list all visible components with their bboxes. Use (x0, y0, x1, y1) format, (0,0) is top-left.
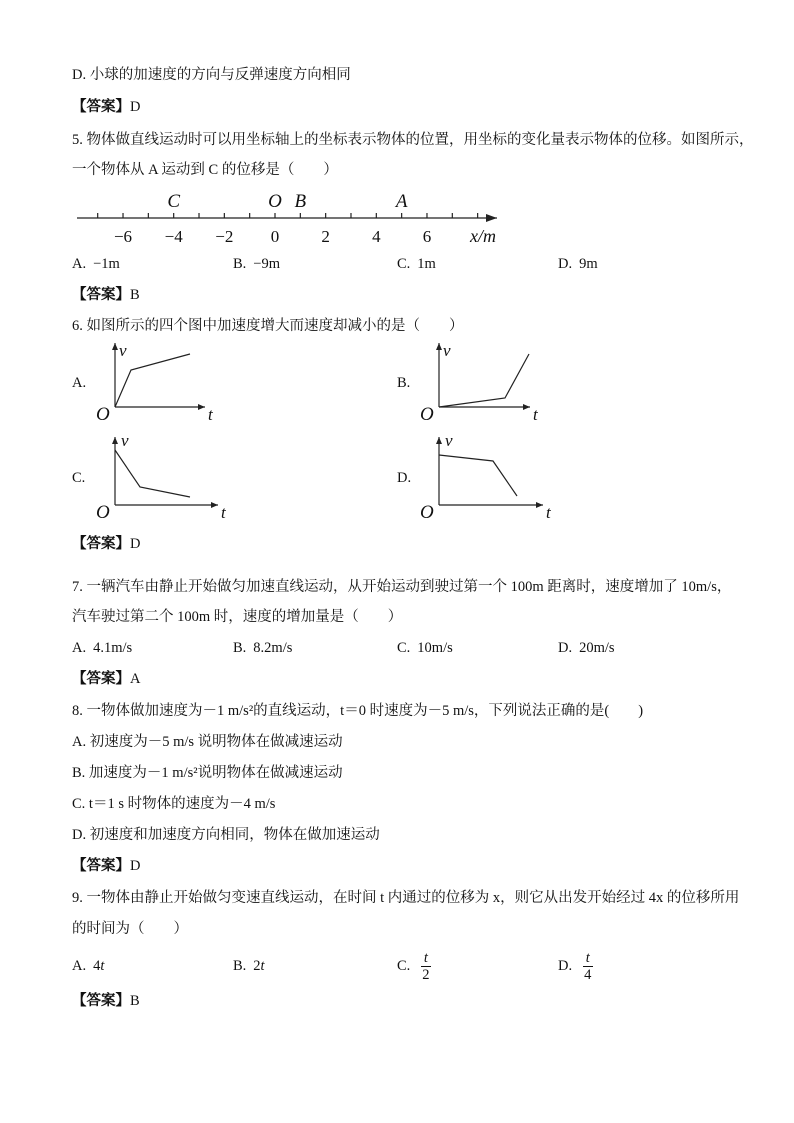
option-coefficient: 4 (93, 958, 101, 974)
option-letter: C. (397, 958, 411, 974)
q5-option-c (397, 256, 436, 272)
q5-option-a (72, 256, 120, 272)
graph-d (439, 437, 543, 505)
fraction-numerator: t (421, 950, 431, 967)
q7-option-b (233, 640, 292, 656)
graph-c (115, 437, 218, 505)
q5-option-d (558, 256, 598, 272)
q8-option-a: A. 初速度为－5 m/s 说明物体在做减速运动 (72, 734, 343, 750)
option-text: 20m/s (579, 640, 615, 656)
option-letter: B. (233, 958, 247, 974)
fraction-numerator: t (583, 950, 593, 967)
option-text: −9m (253, 256, 281, 272)
option-text: 10m/s (417, 640, 453, 656)
tick-label: 0 (270, 227, 280, 246)
option-variable: t (100, 958, 105, 974)
graph-d-v-label: v (445, 431, 453, 450)
point-label-c: C (167, 191, 181, 212)
q5-option-b (233, 256, 280, 272)
option-letter: A. (72, 958, 87, 974)
option-coefficient: 2 (253, 958, 261, 974)
option-letter: A. (72, 256, 87, 272)
point-label-a: A (395, 191, 408, 212)
q4-answer (72, 99, 140, 115)
option-letter: D. (558, 256, 573, 272)
q5-answer (72, 287, 140, 303)
point-label-o: O (268, 191, 282, 212)
q9-stem-line-1: 9. 一物体由静止开始做匀变速直线运动，在时间 t 内通过的位移为 x，则它从出发开始经过 4x 的位移所用 (72, 890, 740, 906)
answer-label: 【答案】 (72, 287, 130, 303)
q6-answer (72, 536, 140, 552)
q7-option-c (397, 640, 453, 656)
fraction (419, 950, 432, 983)
option-letter: D. (558, 958, 573, 974)
tick-labels (114, 227, 431, 246)
answer-value: A (130, 671, 141, 687)
answer-label: 【答案】 (72, 536, 130, 552)
answer-label: 【答案】 (72, 993, 130, 1009)
option-variable: t (260, 958, 265, 974)
q9-stem-line-2: 的时间为（ ） (72, 921, 188, 937)
q8-option-d: D. 初速度和加速度方向相同，物体在做加速运动 (72, 827, 380, 843)
q7-stem-line-2: 汽车驶过第二个 100m 时，速度的增加量是（ ） (72, 609, 403, 625)
option-text: 8.2m/s (253, 640, 293, 656)
q8-option-c: C. t＝1 s 时物体的速度为－4 m/s (72, 796, 276, 812)
option-letter: C. (397, 256, 411, 272)
answer-value: D (130, 536, 141, 552)
q6-stem: 6. 如图所示的四个图中加速度增大而速度却减小的是（ ） (72, 318, 464, 334)
q9-option-c (397, 949, 433, 983)
tick-label: −2 (215, 227, 234, 246)
q7-option-a (72, 640, 132, 656)
tick-label: 4 (372, 227, 381, 246)
q8-option-b: B. 加速度为－1 m/s²说明物体在做减速运动 (72, 765, 343, 781)
option-letter: B. (233, 640, 247, 656)
graph-b (439, 343, 530, 407)
tick-label: −6 (113, 227, 133, 246)
graph-a-t-label: t (208, 405, 213, 424)
graph-a (115, 343, 205, 407)
point-labels (167, 191, 408, 212)
answer-value: D (130, 858, 141, 874)
answer-label: 【答案】 (72, 671, 130, 687)
vt-curve (115, 450, 190, 497)
tick-label: 6 (422, 227, 432, 246)
q6-graph-d-letter: D. (397, 470, 412, 486)
q5-stem-line-2: 一个物体从 A 运动到 C 的位移是（ ） (72, 162, 338, 178)
q7-stem-line-1: 7. 一辆汽车由静止开始做匀加速直线运动，从开始运动到驶过第一个 100m 距离时，速度增加了 10m/s， (72, 579, 732, 595)
option-letter: B. (233, 256, 247, 272)
graph-a-v-label: v (119, 341, 127, 360)
fraction (581, 950, 594, 983)
vt-curve (439, 455, 517, 496)
q9-answer (72, 993, 140, 1009)
q6-graph-a-letter: A. (72, 375, 87, 391)
q9-option-a (72, 958, 104, 974)
graph-d-origin-label: O (420, 502, 434, 523)
tick-label: 2 (321, 227, 330, 246)
graph-b-t-label: t (533, 405, 538, 424)
option-text: 9m (579, 256, 598, 272)
option-text: 1m (417, 256, 436, 272)
option-text: −1m (93, 256, 120, 272)
option-text: 4.1m/s (93, 640, 133, 656)
option-letter: A. (72, 640, 87, 656)
fraction-denominator: 4 (584, 966, 592, 983)
q9-option-d (558, 949, 594, 983)
answer-value: B (130, 993, 140, 1009)
q7-option-d (558, 640, 615, 656)
answer-value: D (130, 99, 141, 115)
answer-label: 【答案】 (72, 858, 130, 874)
q5-stem-line-1: 5. 物体做直线运动时可以用坐标轴上的坐标表示物体的位置，用坐标的变化量表示物体的位移。如图所示， (72, 132, 754, 148)
vt-curve (115, 354, 190, 407)
graph-a-origin-label: O (96, 404, 110, 425)
graph-d-t-label: t (546, 503, 551, 522)
option-letter: D. (558, 640, 573, 656)
q4-option-d: D. 小球的加速度的方向与反弹速度方向相同 (72, 67, 351, 83)
q8-answer (72, 858, 140, 874)
tick-label: −4 (164, 227, 183, 246)
answer-value: B (130, 287, 140, 303)
tick-marks (98, 213, 478, 218)
vt-curve (439, 354, 529, 407)
graph-b-origin-label: O (420, 404, 434, 425)
q6-graph-b-letter: B. (397, 375, 411, 391)
answer-label: 【答案】 (72, 99, 130, 115)
option-letter: C. (397, 640, 411, 656)
axis-label: x/m (470, 226, 496, 246)
vt-graphs-figure (0, 330, 794, 530)
q9-option-b (233, 958, 265, 974)
number-line-figure (0, 185, 794, 250)
q8-stem: 8. 一物体做加速度为－1 m/s²的直线运动，t＝0 时速度为－5 m/s，下列说法正确的是( ) (72, 703, 644, 719)
graph-c-t-label: t (221, 503, 226, 522)
graph-c-v-label: v (121, 431, 129, 450)
graph-c-origin-label: O (96, 502, 110, 523)
point-label-b: B (294, 191, 307, 212)
q7-answer (72, 671, 140, 687)
graph-b-v-label: v (443, 341, 451, 360)
q6-graph-c-letter: C. (72, 470, 86, 486)
fraction-denominator: 2 (422, 966, 430, 983)
